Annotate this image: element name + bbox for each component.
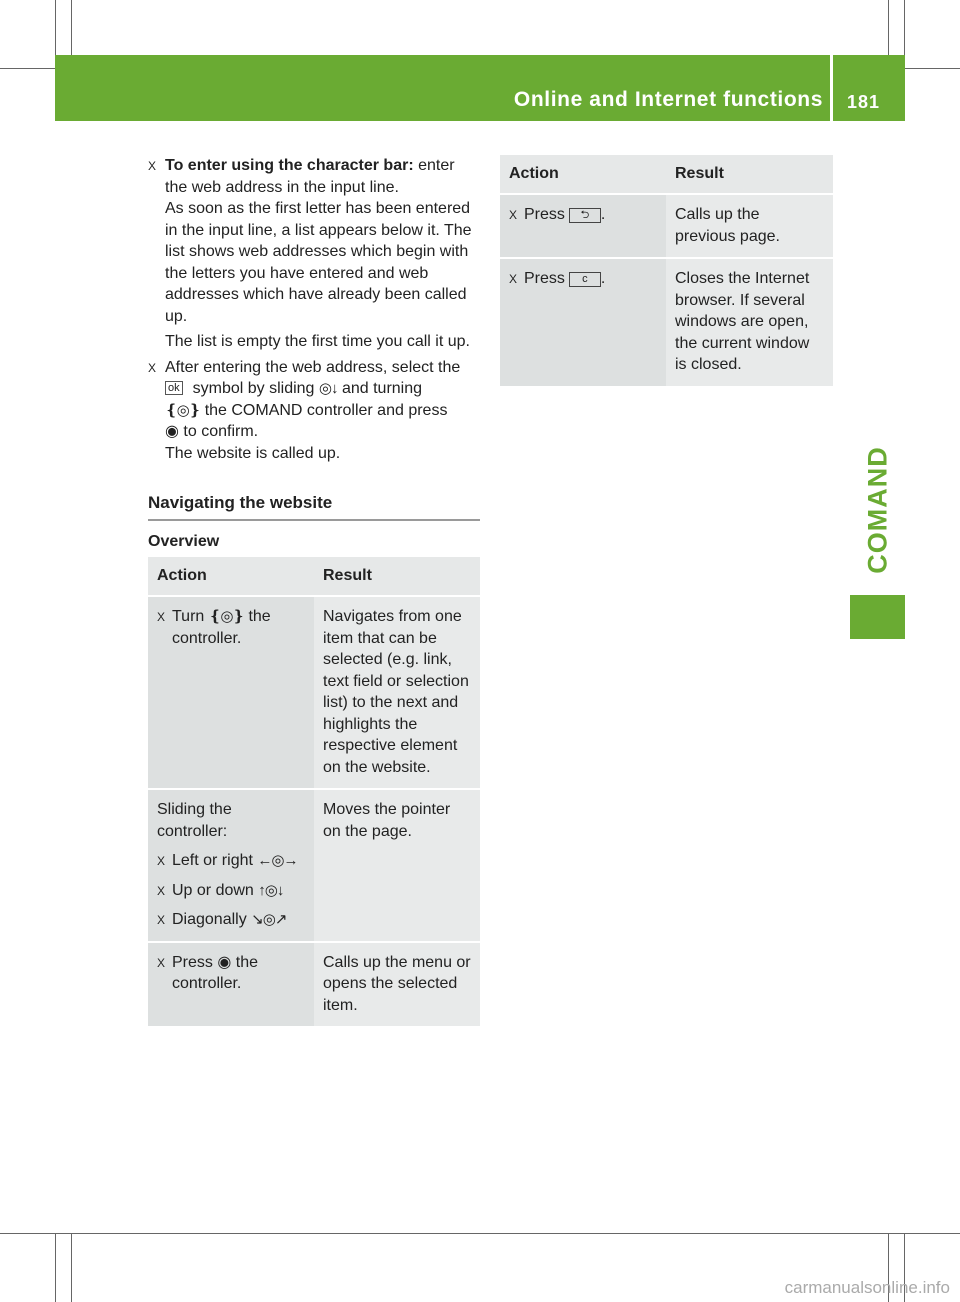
browser-keys-table — [500, 155, 833, 388]
table-cell-result: Navigates from one item that can be selected (e.g. link, text field or selection list) to the next and highlights the respective element on the website. — [314, 596, 480, 789]
table-row — [148, 596, 480, 789]
side-tab — [850, 430, 905, 590]
subheading: Overview — [148, 533, 220, 550]
cell-text: Sliding the controller: — [157, 801, 232, 840]
step-arrow-icon: X — [157, 854, 166, 868]
table-header-result: Result — [314, 557, 480, 596]
step-bold-label: To enter using the character bar: — [165, 157, 414, 174]
step-arrow-icon: X — [148, 360, 157, 375]
page-number: 181 — [847, 92, 881, 112]
slide-up-down-icon: ↑◎↓ — [258, 881, 284, 899]
cell-text: the controller. — [172, 608, 271, 647]
step-arrow-icon: X — [509, 272, 518, 286]
table-row — [500, 194, 833, 258]
table-header-action: Action — [148, 557, 314, 596]
table-cell-result: Closes the Internet browser. If several windows are open, the current window is closed. — [666, 258, 833, 387]
turn-controller-icon: ❴◎❵ — [208, 608, 244, 625]
step-text: symbol by sliding — [192, 380, 315, 397]
slide-down-icon: ◎↓ — [318, 380, 338, 397]
crop-mark — [0, 1233, 960, 1234]
step-text: enter the web address in the input line. — [165, 157, 455, 196]
table-row — [500, 258, 833, 387]
step-text: the COMAND controller and press — [204, 401, 448, 419]
step-arrow-icon: X — [157, 913, 166, 927]
step-text: to confirm. — [183, 423, 259, 440]
cell-text: Turn — [172, 608, 205, 625]
table-cell-action: X Press c . — [500, 258, 666, 387]
paragraph: The list is empty the first time you call it up. — [165, 333, 470, 350]
table-cell-action: X Press ⮌ . — [500, 194, 666, 258]
cell-text: Press — [172, 953, 213, 971]
cell-text: Diagonally — [172, 911, 247, 928]
crop-mark — [55, 1233, 56, 1302]
cell-text: Up or down — [172, 881, 254, 899]
step-arrow-icon: X — [157, 610, 166, 624]
navigation-table — [148, 557, 480, 1028]
header-title: Online and Internet functions — [513, 88, 823, 111]
table-header-action: Action — [500, 155, 666, 194]
cell-text: Left or right — [172, 852, 253, 869]
step-select-ok — [148, 357, 480, 443]
table-cell-result: Calls up the previous page. — [666, 194, 833, 258]
press-controller-icon: ◉ — [165, 423, 179, 440]
slide-diagonal-icon: ↘◎↗ — [251, 911, 287, 928]
step-text: and turning — [341, 380, 423, 397]
turn-controller-icon: ❴◎❵ — [165, 401, 201, 419]
table-header-result: Result — [666, 155, 833, 194]
table-cell-result: Moves the pointer on the page. — [314, 789, 480, 942]
watermark: carmanualsonline.info — [784, 1278, 950, 1297]
ok-symbol-icon: ok — [165, 381, 183, 395]
cell-text: Press — [524, 206, 565, 223]
step-text: After entering the web address, select the — [165, 358, 461, 376]
step-arrow-icon: X — [148, 159, 157, 173]
header-separator — [830, 55, 833, 121]
step-arrow-icon: X — [157, 883, 166, 898]
cell-text: Press — [524, 270, 565, 287]
step-enter-character-bar — [148, 155, 480, 198]
table-row — [148, 789, 480, 942]
slide-left-right-icon: ←◎→ — [257, 852, 298, 869]
step-arrow-icon: X — [157, 955, 166, 970]
press-controller-icon: ◉ — [217, 953, 232, 971]
clear-key-icon: c — [569, 272, 601, 287]
side-tab-label: COMAND — [862, 446, 892, 574]
cell-text: the controller. — [172, 953, 259, 992]
back-key-icon: ⮌ — [569, 208, 601, 223]
table-cell-action — [148, 789, 314, 942]
section-heading: Navigating the website — [148, 493, 480, 521]
crop-mark — [71, 1233, 72, 1302]
step-arrow-icon: X — [509, 208, 518, 222]
table-cell-result: Calls up the menu or opens the selected item. — [314, 942, 480, 1028]
left-column — [148, 155, 480, 464]
paragraph: As soon as the first letter has been entered in the input line, a list appears below it. The list shows web addresses which begin with the letters you have entered and web addresses which have already been called up. — [165, 200, 472, 325]
table-cell-action — [148, 596, 314, 789]
side-tab-block — [850, 595, 905, 639]
table-cell-action — [148, 942, 314, 1028]
table-row — [148, 942, 480, 1028]
paragraph: The website is called up. — [165, 444, 341, 462]
